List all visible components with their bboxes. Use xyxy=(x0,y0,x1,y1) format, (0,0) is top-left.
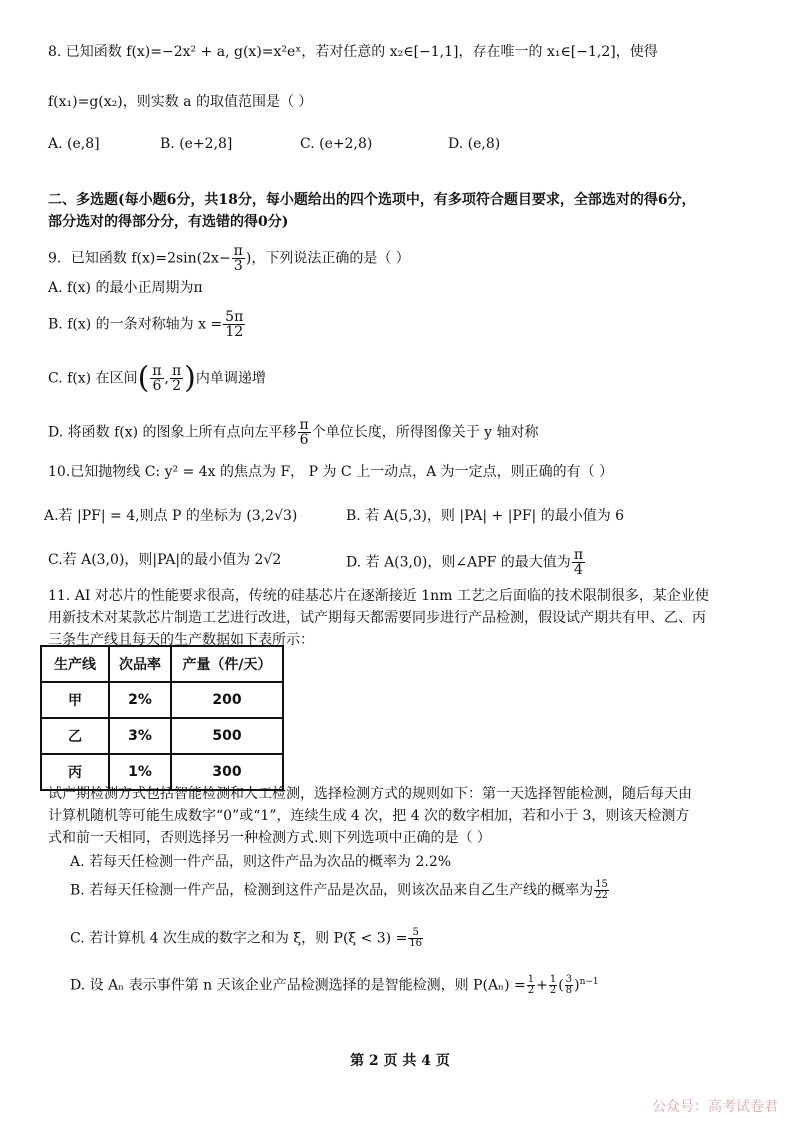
table-cell: 500 xyxy=(171,718,283,754)
q9-c-den1: 6 xyxy=(152,378,162,394)
section2-heading-line2: 部分选对的得部分分，有选错的得0分) xyxy=(48,214,289,230)
q10-d-text: D. 若 A(3,0)，则∠APF 的最大值为 xyxy=(346,554,571,571)
q11-rules-line1: 试产期检测方式包括智能检测和人工检测，选择检测方式的规则如下：第一天选择智能检测，随后每天由 xyxy=(48,786,692,802)
q9-stem-post: )，下列说法正确的是（ ） xyxy=(245,250,410,267)
q9-frac-den: 3 xyxy=(233,258,243,274)
table-row xyxy=(41,718,283,754)
q8-stem-line2: f(x₁)=g(x₂)，则实数 a 的取值范围是（ ） xyxy=(48,94,313,110)
table-header: 生产线 xyxy=(41,646,109,682)
right-paren: ) xyxy=(184,360,196,396)
q8-option-c: C. (e+2,8) xyxy=(300,136,373,152)
table-cell: 丙 xyxy=(41,754,109,790)
table-cell: 200 xyxy=(171,682,283,718)
q9-c-fraction1 xyxy=(150,364,163,393)
q11-stem-line3: 三条生产线且每天的生产数据如下表所示： xyxy=(48,632,314,648)
q11-d-den2: 2 xyxy=(549,985,557,997)
q11-d-fraction1 xyxy=(527,975,535,996)
q11-c-den: 16 xyxy=(409,938,423,949)
q10-option-d xyxy=(346,548,586,577)
q11-stem-line1: 11. AI 对芯片的性能要求很高，传统的硅基芯片在逐渐接近 1nm 工艺之后面临的技术限制很多，某企业使 xyxy=(48,588,709,604)
q9-d-num: π xyxy=(299,417,309,433)
production-table xyxy=(40,645,284,791)
q11-d-plus: + xyxy=(536,977,548,994)
q11-option-b xyxy=(70,880,610,901)
section2-heading-line1: 二、多选题(每小题6分，共18分，每小题给出的四个选项中，有多项符合题目要求，全部选对的得6分， xyxy=(48,192,696,208)
q11-option-a: A. 若每天任检测一件产品，则这件产品为次品的概率为 2.2% xyxy=(70,854,452,870)
q8-option-b: B. (e+2,8] xyxy=(160,136,233,152)
q8-option-d: D. (e,8) xyxy=(448,136,501,152)
q9-option-d xyxy=(48,418,539,447)
q11-option-c xyxy=(70,928,424,949)
q9-option-c: C. f(x) 在区间( $\frac{\pi}{6}$ , $\frac{\pi}{2}$ )内单调递增 xyxy=(48,360,266,396)
q9-b-text: B. f(x) 的一条对称轴为 x = xyxy=(48,316,223,333)
q9-c-post: 内单调递增 xyxy=(195,370,266,387)
q11-d-text: D. 设 Aₙ 表示事件第 n 天该企业产品检测选择的是智能检测，则 P(Aₙ) = xyxy=(70,977,526,994)
table-header-row xyxy=(41,646,283,682)
q9-c-num2: π xyxy=(171,363,182,379)
q9-d-text: D. 将函数 f(x) 的图象上所有点向左平移 xyxy=(48,424,297,441)
q10-option-b: B. 若 A(5,3)，则 |PA| + |PF| 的最小值为 6 xyxy=(346,508,625,524)
q11-d-fraction3 xyxy=(565,975,573,996)
q11-d-den1: 2 xyxy=(527,985,535,997)
table-row xyxy=(41,682,283,718)
table-cell: 300 xyxy=(171,754,283,790)
q10-option-c: C.若 A(3,0)，则|PA|的最小值为 2√2 xyxy=(48,552,282,568)
q11-d-num3: 3 xyxy=(565,974,573,986)
q8-stem-line1: 8. 已知函数 f(x)=−2x² + a, g(x)=x²eˣ，若对任意的 x₂∈[−1,1]，存在唯一的 x₁∈[−1,2]，使得 xyxy=(48,44,658,60)
table-cell: 3% xyxy=(109,718,171,754)
q11-c-fraction xyxy=(408,928,423,949)
q11-option-d: D. 设 Aₙ 表示事件第 n 天该企业产品检测选择的是智能检测，则 P(Aₙ) = $\frac{1}{2}$ + $\frac{1}{2}$ ( $\frac{3}{8}$ )$^{n-1}$ xyxy=(70,974,599,997)
table-cell: 甲 xyxy=(41,682,109,718)
q11-d-num2: 1 xyxy=(549,974,557,986)
q9-option-b xyxy=(48,310,246,339)
q11-d-den3: 8 xyxy=(565,985,573,997)
q10-d-num: π xyxy=(573,547,584,563)
table-cell: 1% xyxy=(109,754,171,790)
q9-d-post: 个单位长度，所得图像关于 y 轴对称 xyxy=(311,424,539,441)
q9-c-num1: π xyxy=(152,363,162,379)
table-header: 次品率 xyxy=(109,646,171,682)
q11-b-fraction xyxy=(594,880,609,901)
q11-rules-line3: 式和前一天相同，否则选择另一种检测方式.则下列选项中正确的是（ ） xyxy=(48,830,491,846)
q10-stem: 10.已知抛物线 C: y² = 4x 的焦点为 F， P 为 C 上一动点，A 为一定点，则正确的有（ ） xyxy=(48,464,614,480)
q11-b-num: 15 xyxy=(595,879,608,890)
left-paren: ( xyxy=(137,360,150,396)
q9-stem xyxy=(48,244,410,273)
q9-d-den: 6 xyxy=(299,432,309,448)
q8-option-a: A. (e,8] xyxy=(48,136,100,152)
q11-b-den: 22 xyxy=(595,890,608,901)
q10-d-den: 4 xyxy=(573,562,583,578)
page-number-footer: 第 2 页 共 4 页 xyxy=(350,1053,450,1069)
watermark: 公众号：高考试卷君 xyxy=(652,1099,778,1115)
q11-d-fraction2 xyxy=(549,975,557,996)
q9-d-fraction xyxy=(298,418,311,447)
q9-fraction xyxy=(232,244,245,273)
table-cell: 乙 xyxy=(41,718,109,754)
q11-d-num1: 1 xyxy=(527,974,535,986)
q9-c-den2: 2 xyxy=(172,378,182,394)
q9-b-num: 5π xyxy=(225,309,244,325)
q10-d-fraction xyxy=(572,548,585,577)
q11-rules-line2: 计算机随机等可能生成数字“0”或“1”，连续生成 4 次，把 4 次的数字相加，若和小于 3，则该天检测方 xyxy=(48,808,690,824)
q9-c-fraction2 xyxy=(170,364,183,393)
q9-c-text: C. f(x) 在区间 xyxy=(48,370,138,387)
table-cell: 2% xyxy=(109,682,171,718)
q9-option-a: A. f(x) 的最小正周期为π xyxy=(48,280,203,296)
q11-c-num: 5 xyxy=(408,928,423,939)
q11-d-exponent: n−1 xyxy=(579,977,599,987)
q10-option-a: A.若 |PF| = 4,则点 P 的坐标为 (3,2√3) xyxy=(44,508,298,524)
q11-b-text: B. 若每天任检测一件产品，检测到这件产品是次品，则该次品来自乙生产线的概率为 xyxy=(70,882,594,899)
q9-stem-pre: 9．已知函数 f(x)=2sin(2x− xyxy=(48,250,231,267)
q9-frac-num: π xyxy=(233,243,243,259)
q9-b-den: 12 xyxy=(225,324,244,340)
q11-stem-line2: 用新技术对某款芯片制造工艺进行改进，试产期每天都需要同步进行产品检测，假设试产期共有甲、乙、丙 xyxy=(48,610,706,626)
q9-b-fraction xyxy=(223,310,245,339)
q11-c-text: C. 若计算机 4 次生成的数字之和为 ξ，则 P(ξ < 3) = xyxy=(70,930,408,947)
table-header: 产量（件/天） xyxy=(171,646,283,682)
